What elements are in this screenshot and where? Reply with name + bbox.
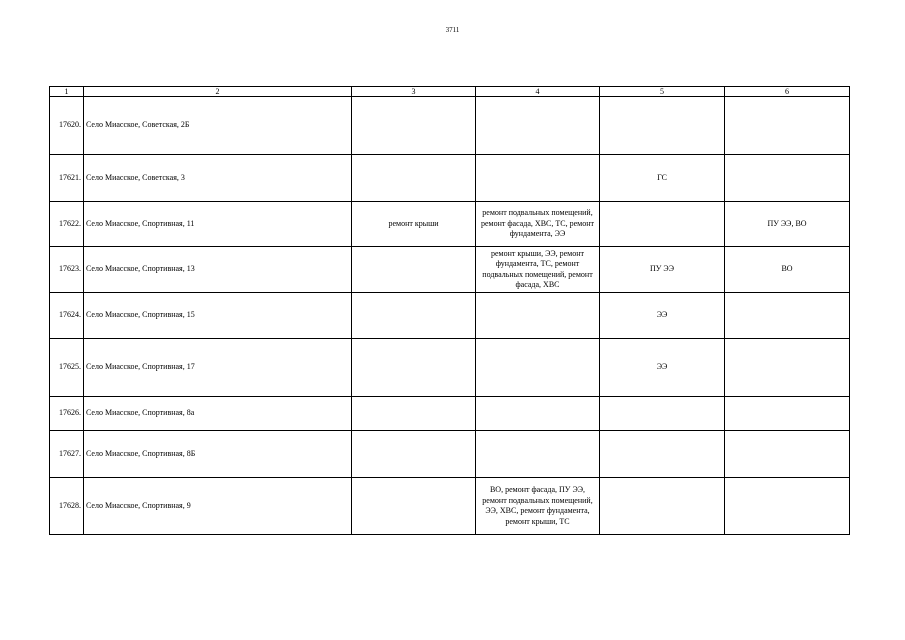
row-number: 17620. — [50, 97, 84, 155]
row-col-5: ГС — [600, 155, 725, 202]
row-col-4 — [476, 155, 600, 202]
header-col-6: 6 — [725, 87, 850, 97]
table-row — [50, 97, 850, 155]
row-col-5: ЭЭ — [600, 339, 725, 397]
header-col-3: 3 — [352, 87, 476, 97]
row-address: Село Миасское, Советская, 2Б — [84, 97, 352, 155]
row-col-4 — [476, 339, 600, 397]
row-col-6 — [725, 339, 850, 397]
row-col-6 — [725, 431, 850, 478]
table-row — [50, 202, 850, 247]
header-col-5: 5 — [600, 87, 725, 97]
header-row — [50, 87, 850, 97]
row-col-3 — [352, 155, 476, 202]
table-row — [50, 155, 850, 202]
row-col-5 — [600, 97, 725, 155]
row-col-6 — [725, 397, 850, 431]
row-col-3 — [352, 97, 476, 155]
row-number: 17625. — [50, 339, 84, 397]
row-col-5 — [600, 202, 725, 247]
row-number: 17622. — [50, 202, 84, 247]
row-col-5 — [600, 431, 725, 478]
header-col-1: 1 — [50, 87, 84, 97]
row-col-3 — [352, 293, 476, 339]
row-col-4: ремонт подвальных помещений, ремонт фасада, ХВС, ТС, ремонт фундамента, ЭЭ — [476, 202, 600, 247]
row-address: Село Миасское, Спортивная, 17 — [84, 339, 352, 397]
row-col-6: ПУ ЭЭ, ВО — [725, 202, 850, 247]
row-col-3 — [352, 339, 476, 397]
row-col-6: ВО — [725, 247, 850, 293]
row-col-6 — [725, 478, 850, 535]
row-col-6 — [725, 97, 850, 155]
table-row — [50, 339, 850, 397]
row-col-4 — [476, 293, 600, 339]
row-address: Село Миасское, Спортивная, 15 — [84, 293, 352, 339]
row-address: Село Миасское, Спортивная, 8Б — [84, 431, 352, 478]
row-number: 17626. — [50, 397, 84, 431]
table-row — [50, 293, 850, 339]
row-col-3 — [352, 397, 476, 431]
row-address: Село Миасское, Советская, 3 — [84, 155, 352, 202]
row-address: Село Миасское, Спортивная, 13 — [84, 247, 352, 293]
row-col-6 — [725, 293, 850, 339]
row-number: 17621. — [50, 155, 84, 202]
row-col-5 — [600, 397, 725, 431]
row-number: 17628. — [50, 478, 84, 535]
table-row — [50, 478, 850, 535]
table-row — [50, 247, 850, 293]
page-number: 3711 — [445, 26, 460, 34]
registry-table — [49, 86, 850, 535]
row-col-4: ремонт крыши, ЭЭ, ремонт фундамента, ТС, ремонт подвальных помещений, ремонт фасада, ХВС — [476, 247, 600, 293]
row-number: 17623. — [50, 247, 84, 293]
row-address: Село Миасское, Спортивная, 8а — [84, 397, 352, 431]
row-col-4: ВО, ремонт фасада, ПУ ЭЭ, ремонт подвальных помещений, ЭЭ, ХВС, ремонт фундамента, ремонт крыши, ТС — [476, 478, 600, 535]
row-col-3: ремонт крыши — [352, 202, 476, 247]
row-address: Село Миасское, Спортивная, 11 — [84, 202, 352, 247]
row-number: 17624. — [50, 293, 84, 339]
row-col-5 — [600, 478, 725, 535]
row-col-6 — [725, 155, 850, 202]
row-col-3 — [352, 247, 476, 293]
row-col-3 — [352, 478, 476, 535]
row-col-4 — [476, 397, 600, 431]
row-col-3 — [352, 431, 476, 478]
row-address: Село Миасское, Спортивная, 9 — [84, 478, 352, 535]
table-row — [50, 397, 850, 431]
table-row — [50, 431, 850, 478]
row-col-5: ПУ ЭЭ — [600, 247, 725, 293]
row-col-4 — [476, 431, 600, 478]
row-col-5: ЭЭ — [600, 293, 725, 339]
header-col-4: 4 — [476, 87, 600, 97]
header-col-2: 2 — [84, 87, 352, 97]
row-col-4 — [476, 97, 600, 155]
row-number: 17627. — [50, 431, 84, 478]
